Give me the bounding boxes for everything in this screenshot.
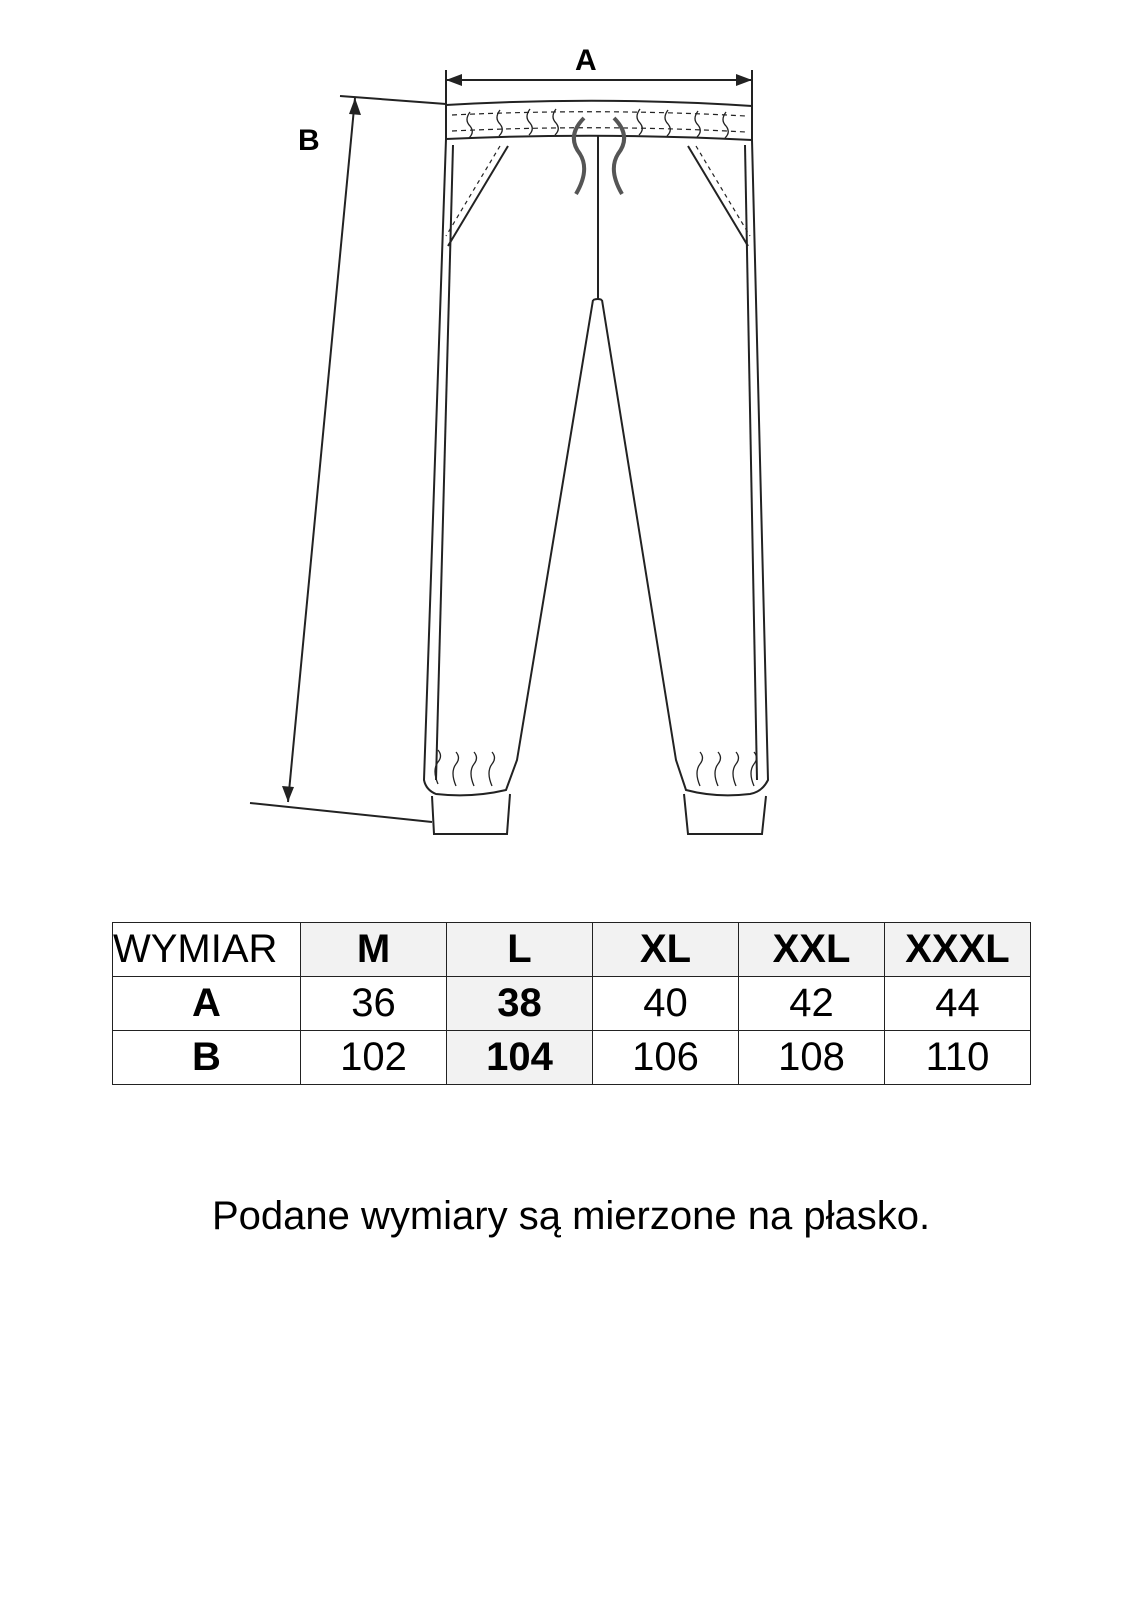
size-table — [112, 922, 1031, 1085]
size-header-m: M — [301, 923, 447, 977]
pocket-left — [448, 146, 508, 246]
dimension-b-label: B — [298, 124, 320, 157]
left-cuff — [432, 794, 510, 834]
dimension-b-line — [288, 98, 355, 802]
arrowhead-a-left — [446, 74, 462, 86]
size-header-l: L — [447, 923, 593, 977]
table-cell-highlighted: 104 — [447, 1031, 593, 1085]
arrowhead-b-top — [349, 98, 361, 115]
arrowhead-a-right — [736, 74, 752, 86]
drawstring-right — [614, 118, 624, 194]
size-header-xxl: XXL — [739, 923, 885, 977]
left-leg-outline — [424, 139, 593, 795]
row-label-a: A — [113, 977, 301, 1031]
dimension-a-label: A — [575, 44, 597, 77]
footnote: Podane wymiary są mierzone na płasko. — [211, 1194, 931, 1238]
size-header-xl: XL — [593, 923, 739, 977]
table-cell: 42 — [739, 977, 885, 1031]
row-label-b: B — [113, 1031, 301, 1085]
table-cell: 40 — [593, 977, 739, 1031]
waistband — [446, 101, 752, 140]
drawstring-left — [574, 118, 584, 194]
table-header-row — [113, 923, 1031, 977]
pocket-right — [688, 146, 748, 246]
table-cell: 106 — [593, 1031, 739, 1085]
table-cell: 36 — [301, 977, 447, 1031]
table-cell: 102 — [301, 1031, 447, 1085]
table-cell: 110 — [885, 1031, 1031, 1085]
table-cell: 108 — [739, 1031, 885, 1085]
table-row — [113, 1031, 1031, 1085]
table-cell: 44 — [885, 977, 1031, 1031]
table-cell-highlighted: 38 — [447, 977, 593, 1031]
right-cuff — [684, 794, 766, 834]
arrowhead-b-bottom — [282, 786, 294, 802]
table-row — [113, 977, 1031, 1031]
corner-label: WYMIAR — [113, 923, 301, 977]
size-header-xxxl: XXXL — [885, 923, 1031, 977]
